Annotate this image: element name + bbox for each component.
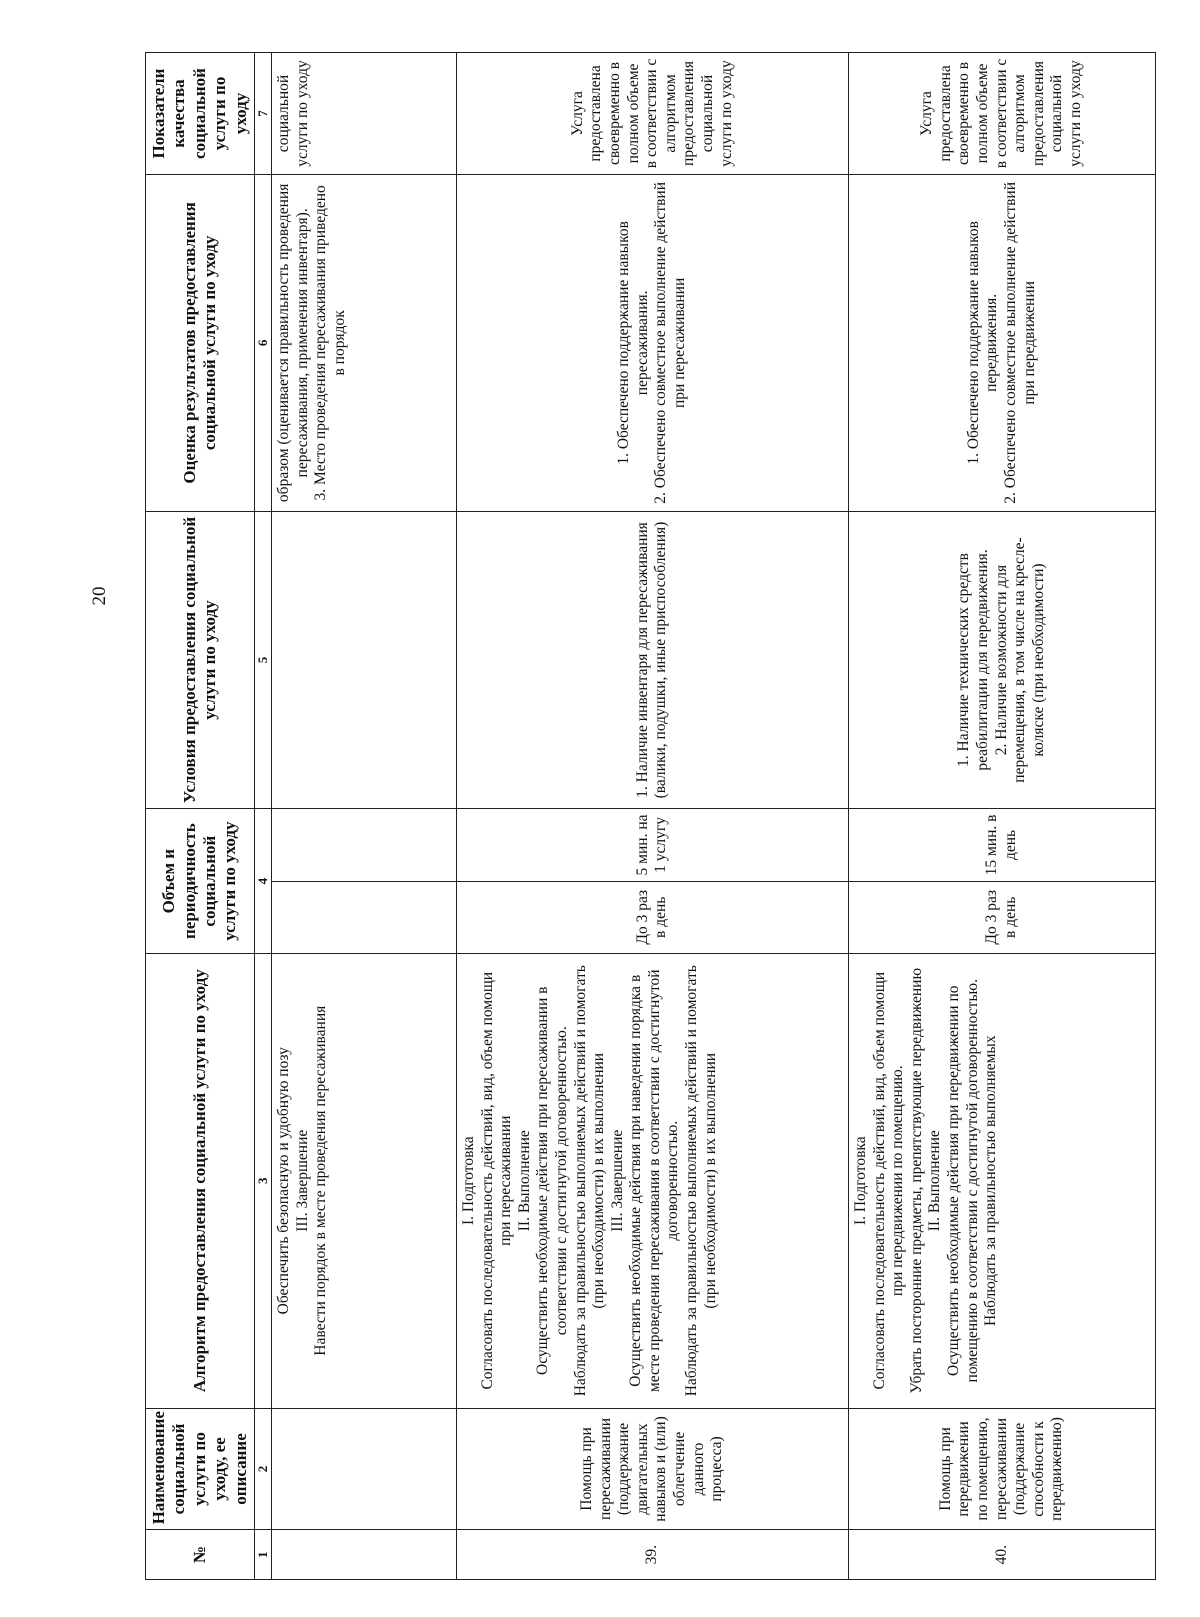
volume bbox=[271, 809, 456, 881]
volume: 15 мин. в день bbox=[848, 809, 1155, 881]
row-number: 39. bbox=[456, 1530, 848, 1580]
algorithm-line: I. Подготовка bbox=[851, 1136, 869, 1226]
algorithm-line: Наблюдать за правильностью выполняемых действий и помогать (при необходимости) в их выполнении bbox=[571, 965, 608, 1397]
evaluation: 1. Обеспечено поддержание навыков передвижения. 2. Обеспечено совместное выполнение действий при передвижении bbox=[848, 174, 1155, 511]
algorithm-line: III. Завершение bbox=[293, 1129, 311, 1232]
header-service-name: Наименование социальной услуги по уходу, ее описание bbox=[146, 1408, 255, 1530]
conditions bbox=[271, 511, 456, 809]
evaluation: 1. Обеспечено поддержание навыков пересаживания. 2. Обеспечено совместное выполнение действий при пересаживании bbox=[456, 174, 848, 511]
header-conditions: Условия предоставления социальной услуги по уходу bbox=[146, 511, 255, 809]
frequency: До 3 раз в день bbox=[848, 881, 1155, 953]
quality: Услуга предоставлена своевременно в полном объеме в соответствии с алгоритмом предоставления социальной услуги по уходу bbox=[456, 53, 848, 175]
col-number: 4 bbox=[254, 809, 271, 954]
algorithm-line: Наблюдать за правильностью выполняемых bbox=[982, 1035, 1000, 1327]
col-number: 2 bbox=[254, 1408, 271, 1530]
conditions: 1. Наличие технических средств реабилитации для передвижения. 2. Наличие возможности для перемещения, в том числе на кресле-коляске (при необходимости) bbox=[848, 511, 1155, 809]
algorithm-line: II. Выполнение bbox=[515, 1130, 533, 1232]
frequency bbox=[271, 881, 456, 953]
table-row-39 bbox=[456, 53, 848, 1580]
algorithm-cell bbox=[271, 953, 456, 1408]
table-row-40 bbox=[848, 53, 1155, 1580]
algorithm-cell bbox=[848, 953, 1155, 1408]
quality: социальной услуги по уходу bbox=[271, 53, 456, 175]
evaluation: образом (оценивается правильность проведения пересаживания, применения инвентаря). 3. Место проведения пересаживания приведено в порядок bbox=[271, 174, 456, 511]
col-number: 3 bbox=[254, 953, 271, 1408]
algorithm-line: Наблюдать за правильностью выполняемых действий и помогать (при необходимости) в их выполнении bbox=[683, 965, 719, 1397]
table-row-continuation bbox=[271, 53, 456, 1580]
col-number: 1 bbox=[254, 1530, 271, 1580]
algorithm-line: Обеспечить безопасную и удобную позу bbox=[274, 1047, 292, 1315]
algorithm-line: I. Подготовка bbox=[459, 1136, 477, 1226]
quality: Услуга предоставлена своевременно в полном объеме в соответствии с алгоритмом предоставления социальной услуги по уходу bbox=[848, 53, 1155, 175]
row-number: 40. bbox=[848, 1530, 1155, 1580]
algorithm-line: Осуществить необходимые действия при наведении порядка в месте проведения пересаживания в соответствии с достигнутой договоренностью. bbox=[627, 969, 682, 1393]
header-volume: Объем и периодичность социальной услуги по уходу bbox=[146, 809, 255, 954]
header-quality: Показатели качества социальной услуги по уходу bbox=[146, 53, 255, 175]
algorithm-line: Осуществить необходимые действия при пересаживании в соответствии с достигнутой договоренностью. bbox=[534, 986, 570, 1375]
header-row bbox=[146, 53, 255, 1580]
page-number: 20 bbox=[89, 586, 110, 606]
algorithm-cell bbox=[456, 953, 848, 1408]
conditions: 1. Наличие инвентаря для пересаживания (валики, подушки, иные приспособления) bbox=[456, 511, 848, 809]
service-name bbox=[271, 1408, 456, 1530]
algorithm-line: Согласовать последовательность действий, вид, объем помощи при пересаживании bbox=[478, 971, 515, 1390]
column-number-row bbox=[254, 53, 271, 1580]
algorithm-line: Согласовать последовательность действий, вид, объем помощи при передвижении по помещению. bbox=[870, 971, 907, 1390]
social-services-table bbox=[145, 52, 1156, 1580]
service-name: Помощь при пересаживании (поддержание двигательных навыков и (или) облегчение данного процесса) bbox=[456, 1408, 848, 1530]
algorithm-line: Осуществить необходимые действия при передвижении по помещению в соответствии с достигнутой договоренностью. bbox=[944, 979, 981, 1383]
service-name: Помощь при передвижении по помещению, пересаживании (поддержание способности к передвижению) bbox=[848, 1408, 1155, 1530]
col-number: 7 bbox=[254, 53, 271, 175]
row-number bbox=[271, 1530, 456, 1580]
algorithm-line: II. Выполнение bbox=[926, 1130, 944, 1232]
frequency: До 3 раз в день bbox=[456, 881, 848, 953]
col-number: 5 bbox=[254, 511, 271, 809]
rotated-table-wrapper bbox=[145, 52, 1085, 1580]
header-number: № bbox=[146, 1530, 255, 1580]
header-algorithm: Алгоритм предоставления социальной услуги по уходу bbox=[146, 953, 255, 1408]
algorithm-line: Убрать посторонние предметы, препятствующие передвижению bbox=[907, 967, 925, 1394]
header-evaluation: Оценка результатов предоставления социальной услуги по уходу bbox=[146, 174, 255, 511]
volume: 5 мин. на 1 услугу bbox=[456, 809, 848, 881]
algorithm-line: Навести порядок в месте проведения пересаживания bbox=[312, 1005, 330, 1356]
col-number: 6 bbox=[254, 174, 271, 511]
algorithm-line: III. Завершение bbox=[608, 1129, 626, 1232]
